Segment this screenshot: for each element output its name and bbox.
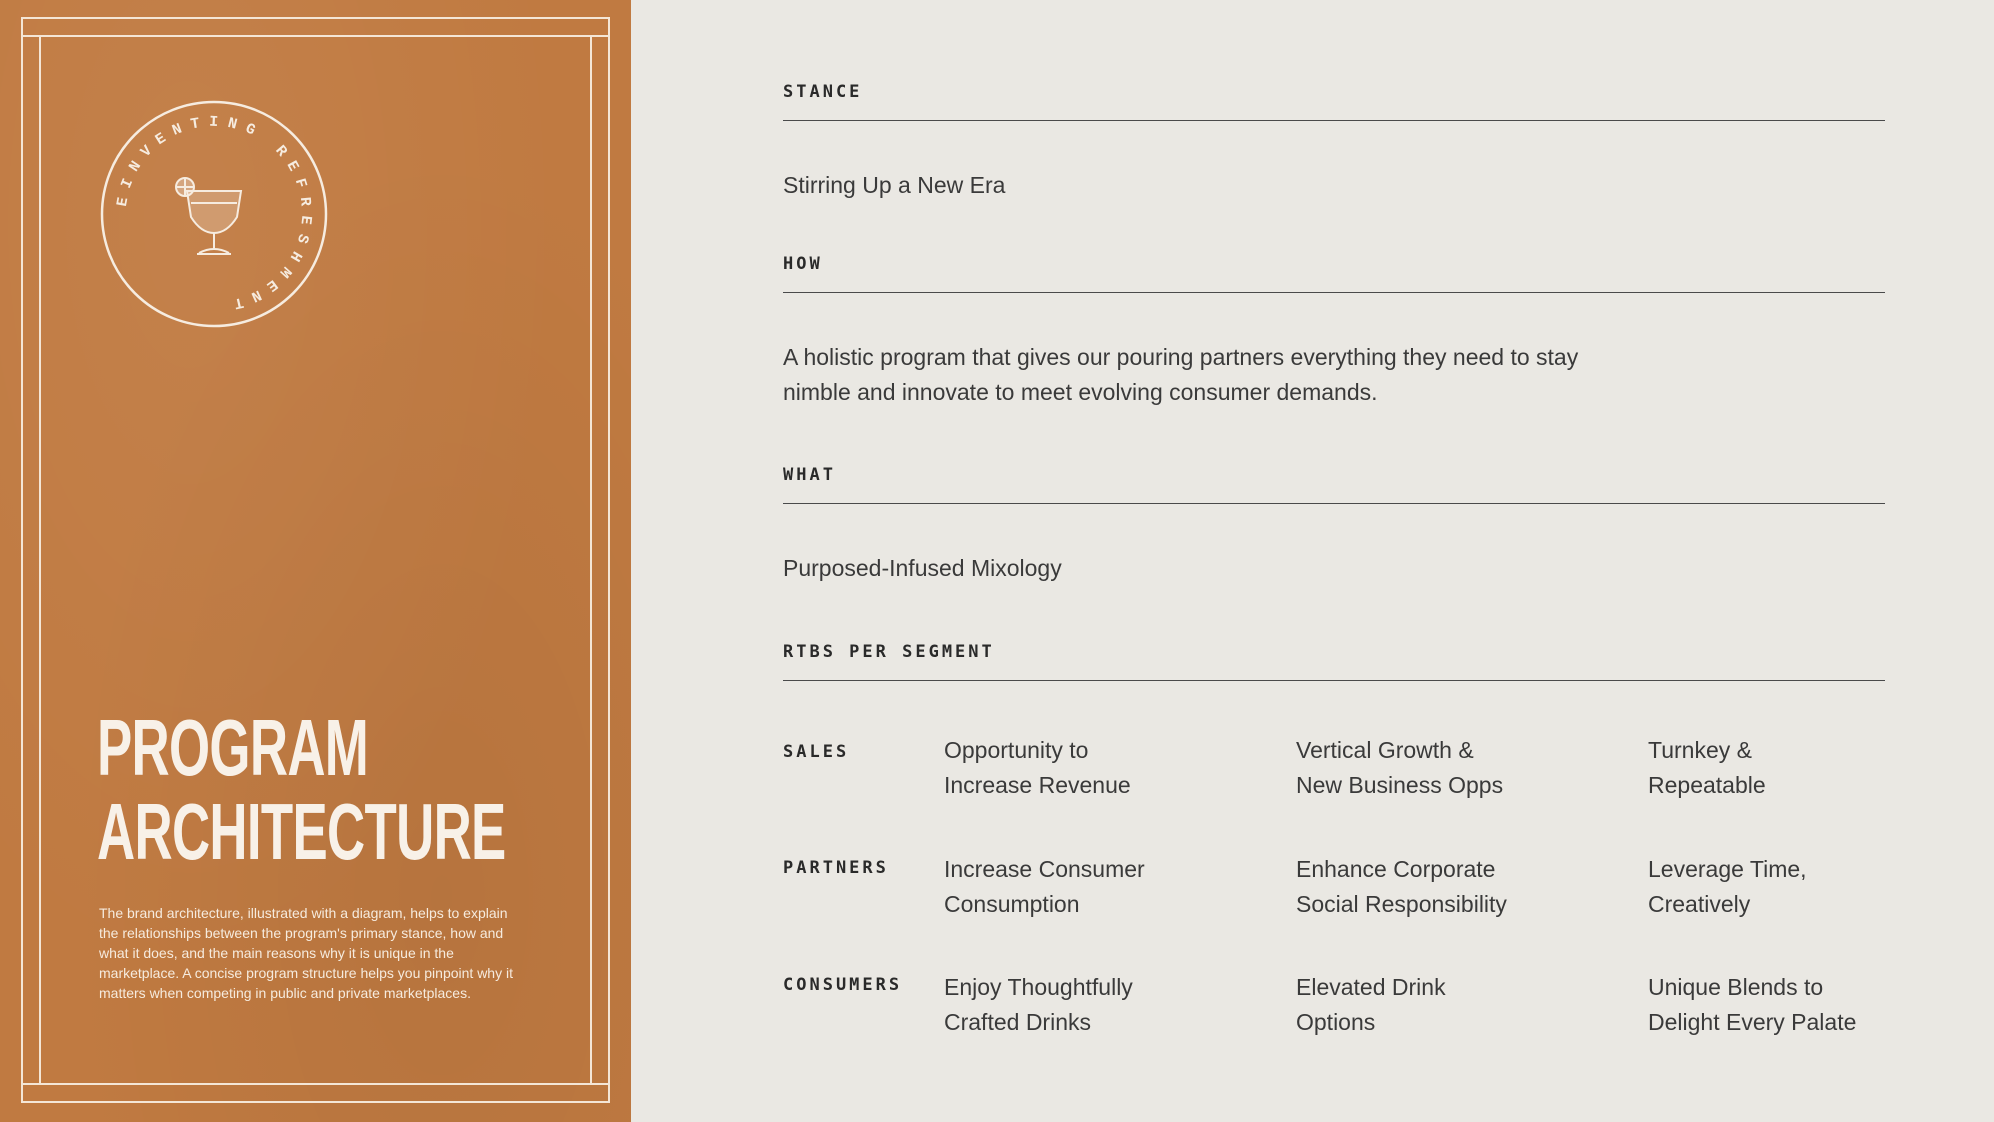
program-description: The brand architecture, illustrated with a diagram, helps to explain the relationships between the program's primary stance, how and what it does, and the main reasons why it is unique in the marketplace. A concise program structure helps you pinpoint why it matters when competing in public and private marketplaces. bbox=[99, 905, 513, 1001]
how-body: A holistic program that gives our pouring partners everything they need to stay nimble and innovate to meet evolving consumer demands. bbox=[783, 344, 1579, 405]
segment-label: CONSUMERS bbox=[783, 975, 903, 995]
what-heading: WHAT bbox=[783, 465, 1885, 504]
title-line-2: ARCHITECTURE bbox=[97, 787, 506, 876]
segment-cell: Enhance Corporate Social Responsibility bbox=[1296, 856, 1507, 917]
segment-cell: Unique Blends to Delight Every Palate bbox=[1648, 974, 1857, 1035]
what-body: Purposed-Infused Mixology bbox=[783, 555, 1062, 581]
segment-label: SALES bbox=[783, 742, 850, 762]
page-title bbox=[97, 703, 506, 876]
segment-cell: Elevated Drink Options bbox=[1296, 974, 1446, 1035]
segment-cell: Enjoy Thoughtfully Crafted Drinks bbox=[944, 974, 1133, 1035]
how-heading: HOW bbox=[783, 254, 1885, 293]
seal-text: EINVENTING REFRESHMENT bbox=[114, 113, 315, 314]
segment-label: PARTNERS bbox=[783, 858, 889, 878]
stance-body: Stirring Up a New Era bbox=[783, 172, 1006, 198]
reinventing-refreshment-seal bbox=[99, 99, 329, 329]
segment-cell: Vertical Growth & New Business Opps bbox=[1296, 737, 1504, 798]
cocktail-glass-icon bbox=[176, 178, 241, 254]
title-line-1: PROGRAM bbox=[97, 703, 369, 792]
left-panel bbox=[0, 0, 631, 1122]
segment-cell: Leverage Time, Creatively bbox=[1648, 856, 1807, 917]
seal-svg bbox=[99, 99, 329, 329]
segment-cell: Opportunity to Increase Revenue bbox=[944, 737, 1131, 798]
stance-heading: STANCE bbox=[783, 82, 1885, 121]
segment-cell: Turnkey & Repeatable bbox=[1648, 737, 1766, 798]
rtbs-heading: RTBS PER SEGMENT bbox=[783, 642, 1885, 681]
segment-cell: Increase Consumer Consumption bbox=[944, 856, 1145, 917]
